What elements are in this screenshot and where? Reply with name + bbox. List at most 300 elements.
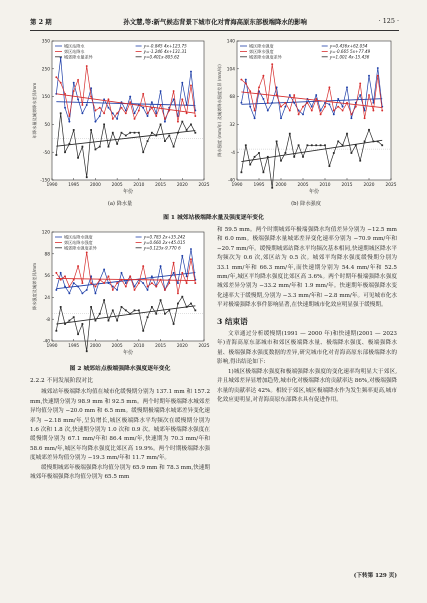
data-point [298, 113, 300, 115]
data-point [173, 272, 175, 274]
data-point [342, 106, 344, 108]
data-point [60, 112, 62, 114]
data-point [151, 282, 153, 284]
data-point [307, 144, 309, 146]
x-tick-label: 1990 [46, 344, 58, 349]
data-point [147, 289, 149, 291]
section-2-2-2-heading: 2.2.2 不同发展阶段对比 [30, 378, 93, 384]
legend-label: 郊区降水强度 [249, 48, 274, 54]
data-point [151, 132, 153, 134]
y-tick-label: 68 [229, 95, 235, 101]
data-point [168, 282, 170, 284]
data-point [55, 289, 57, 291]
data-point [160, 124, 162, 126]
data-point [142, 151, 144, 153]
x-tick-label: 1995 [68, 183, 80, 188]
data-point [147, 140, 149, 142]
trend-equation: y=0.660 2x+45.015 [143, 239, 186, 245]
data-point [112, 289, 114, 291]
data-point [68, 121, 70, 123]
data-point [186, 275, 188, 277]
data-point [302, 156, 304, 158]
data-point [99, 146, 101, 148]
data-point [324, 144, 326, 146]
data-point [276, 140, 278, 142]
data-point [320, 113, 322, 115]
x-tick-label: 2000 [89, 344, 101, 349]
data-point [245, 83, 247, 85]
data-point [346, 133, 348, 135]
data-point [81, 112, 83, 114]
data-point [138, 309, 140, 311]
data-point [147, 316, 149, 318]
data-point [142, 265, 144, 267]
data-point [151, 306, 153, 308]
data-point [364, 117, 366, 119]
data-point [155, 313, 157, 315]
legend-label: 城郊降水强度差异 [64, 245, 97, 251]
data-point [194, 132, 196, 134]
data-point [86, 251, 88, 253]
data-point [364, 140, 366, 142]
data-point [138, 110, 140, 112]
data-point [311, 144, 313, 146]
data-point [108, 98, 110, 100]
data-point [359, 160, 361, 162]
y-tick-label: -40 [227, 178, 235, 184]
data-point [129, 101, 131, 103]
data-point [164, 121, 166, 123]
figure-1-caption: 图 1 城郊站极端降水量及强度逐年变化 [163, 215, 264, 221]
data-point [263, 171, 265, 173]
y-tick-label: 88 [44, 252, 50, 258]
trend-equation: y=-0.845 4x+123.75 [143, 43, 187, 49]
trend-equation: y=-0.665 5x+77.49 [329, 48, 371, 54]
y-axis-label: 降水强度及城郊差异/mm [32, 262, 37, 311]
data-point [381, 110, 383, 112]
legend-label: 城区站降水 [64, 43, 85, 49]
data-point [315, 98, 317, 100]
data-point [121, 272, 123, 274]
data-point [289, 110, 291, 112]
trend-equation: y=0.436x+62.054 [329, 43, 368, 49]
data-point [186, 282, 188, 284]
data-point [194, 309, 196, 311]
data-point [60, 82, 62, 84]
data-point [359, 94, 361, 96]
x-tick-label: 2020 [176, 344, 188, 349]
data-point [381, 144, 383, 146]
x-tick-label: 1995 [68, 344, 80, 349]
data-point [134, 132, 136, 134]
paragraph: 和 59.5 mm。两个时期城郊年极端强降水均值差异分别为 −12.5 mm 和 6.0 mm。极端强降水量城郊差异变化速率分别为 −70.9 mm/年和 −20.7 mm/年。缓慢期城郊站降水平均频次基本相同,快速期城区降水平均频次为 0.6 次,郊区站为 0.5 次。城郊平均降水强度缓慢期分别为 33.1 mm/年和 66.3 mm/年,而快速期分别为 54.4 mm/年和 52.5 mm/年,城区平均降水强度比郊区高 3.6%。两个时期年极端强降水强度城郊差异分别为 −33.2 mm/年和 1.9 mm/年。快速期年极端强降水变化速率大于缓慢期,分别为 −3.3 mm/年和 −2.8 mm/年。可见城市化水平对极端强降水事件影响显著,在快速期城市化效应明显强于缓慢期。 [217, 227, 397, 309]
data-point [77, 79, 79, 81]
x-tick-label: 1990 [231, 183, 243, 188]
data-point [125, 309, 127, 311]
running-title: 孙文慧,等:新气候态背景下城市化对青海高原东部极端降水的影响 [123, 17, 307, 26]
data-point [254, 110, 256, 112]
data-point [160, 299, 162, 301]
x-tick-label: 2010 [319, 183, 331, 188]
data-point [240, 102, 242, 104]
data-point [289, 133, 291, 135]
data-point [333, 152, 335, 154]
data-point [108, 146, 110, 148]
data-point [138, 132, 140, 134]
data-point [350, 113, 352, 115]
data-point [249, 90, 251, 92]
data-point [60, 306, 62, 308]
data-point [164, 140, 166, 142]
x-axis-label: 年份 [122, 350, 134, 356]
data-point [194, 282, 196, 284]
data-point [377, 67, 379, 69]
data-point [289, 94, 291, 96]
data-point [311, 110, 313, 112]
figure-1b-caption: (b) 降水强度 [291, 201, 321, 207]
data-point [108, 320, 110, 322]
data-point [262, 98, 264, 100]
data-point [99, 107, 101, 109]
data-point [258, 86, 260, 88]
x-tick-label: 2000 [275, 183, 287, 188]
data-point [271, 187, 273, 189]
y-tick-label: 350 [41, 39, 50, 45]
data-point [64, 151, 66, 153]
data-point [355, 106, 357, 108]
data-point [368, 129, 370, 131]
data-point [121, 132, 123, 134]
data-point [60, 279, 62, 281]
data-point [90, 282, 92, 284]
figure-1a-chart [30, 35, 210, 200]
data-point [64, 107, 66, 109]
data-point [82, 323, 84, 325]
data-point [103, 124, 105, 126]
data-point [320, 144, 322, 146]
data-point [333, 113, 335, 115]
data-point [99, 313, 101, 315]
data-point [186, 129, 188, 131]
data-point [68, 320, 70, 322]
data-point [147, 112, 149, 114]
data-point [138, 282, 140, 284]
x-tick-label: 2000 [89, 183, 101, 188]
data-point [293, 156, 295, 158]
y-tick-label: -8 [45, 317, 50, 323]
data-point [190, 258, 192, 260]
x-tick-label: 2020 [363, 183, 375, 188]
y-tick-label: 32 [229, 123, 235, 128]
data-point [342, 110, 344, 112]
data-point [254, 156, 256, 158]
data-point [173, 146, 175, 148]
data-point [116, 282, 118, 284]
data-point [267, 102, 269, 104]
data-point [190, 124, 192, 126]
data-point [142, 282, 144, 284]
right-column [217, 226, 397, 405]
legend-label: 城郊降水量差异 [64, 54, 93, 60]
data-point [129, 96, 131, 98]
data-point [164, 289, 166, 291]
data-point [134, 118, 136, 120]
data-point [368, 94, 370, 96]
data-point [155, 115, 157, 117]
data-point [298, 144, 300, 146]
data-point [121, 107, 123, 109]
data-point [160, 265, 162, 267]
x-tick-label: 2005 [297, 183, 309, 188]
data-point [90, 87, 92, 89]
data-point [103, 282, 105, 284]
data-point [112, 112, 114, 114]
data-point [86, 65, 88, 67]
paragraph: 文章通过分析缓慢期(1991 — 2000 年)和快速期(2001 — 2023 年)青海高原东部城市和郊区极端降水量、极端降水强度、极端强降水量、极端强降水强度数据的差异,研究城市化对青海高原东部极端降水的影响,得出结论如下: [217, 331, 397, 366]
data-point [86, 104, 88, 106]
y-tick-label: -40 [42, 339, 50, 345]
data-point [329, 165, 331, 167]
data-point [377, 75, 379, 77]
legend-label: 城郊降水强度差异 [249, 54, 282, 60]
data-point [245, 79, 247, 81]
data-point [94, 286, 96, 288]
continued-note: (下转第 129 页) [353, 573, 397, 579]
data-point [337, 140, 339, 142]
data-point [249, 106, 251, 108]
data-point [151, 101, 153, 103]
data-point [103, 112, 105, 114]
paragraph: 缓慢期城郊年极端强降水均值分别为 65.9 mm 和 78.3 mm,快速期城郊年极端强降水均值分别为 65.5 mm [30, 464, 210, 481]
plot-area [52, 41, 204, 180]
trend-equation: y=0.123x-9.770 6 [143, 245, 181, 251]
data-point [181, 272, 183, 274]
data-point [108, 275, 110, 277]
y-tick-label: 150 [41, 95, 50, 101]
y-tick-label: 104 [226, 67, 235, 73]
data-point [134, 112, 136, 114]
data-point [328, 103, 330, 105]
data-point [280, 160, 282, 162]
data-point [121, 306, 123, 308]
trend-equation: y=-1.246 4x+131.31 [143, 48, 187, 54]
data-point [94, 110, 96, 112]
data-point [333, 110, 335, 112]
data-point [90, 96, 92, 98]
x-tick-label: 2005 [111, 344, 123, 349]
data-point [280, 117, 282, 119]
data-point [186, 112, 188, 114]
data-point [245, 144, 247, 146]
data-point [73, 90, 75, 92]
data-point [280, 106, 282, 108]
data-point [368, 75, 370, 77]
data-point [129, 132, 131, 134]
y-tick-label: 24 [44, 296, 50, 301]
data-point [164, 313, 166, 315]
data-point [68, 286, 70, 288]
data-point [125, 112, 127, 114]
data-point [160, 90, 162, 92]
y-tick-label: 120 [41, 230, 50, 236]
x-axis-label: 年份 [308, 189, 320, 195]
issue-label: 第 2 期 [30, 17, 52, 26]
data-point [190, 303, 192, 305]
data-point [271, 63, 273, 65]
data-point [55, 76, 57, 78]
x-tick-label: 2015 [341, 183, 353, 188]
data-point [81, 282, 83, 284]
data-point [142, 107, 144, 109]
data-point [194, 115, 196, 117]
data-point [103, 269, 105, 271]
data-point [302, 113, 304, 115]
data-point [181, 296, 183, 298]
data-point [267, 110, 269, 112]
data-point [177, 282, 179, 284]
data-point [293, 94, 295, 96]
data-point [116, 143, 118, 145]
data-point [103, 299, 105, 301]
data-point [241, 171, 243, 173]
figure-2-chart [30, 226, 210, 361]
data-point [249, 164, 251, 166]
data-point [190, 85, 192, 87]
data-point [68, 292, 70, 294]
legend-label: 郊区站降水 [64, 48, 85, 54]
data-point [64, 275, 66, 277]
paragraph: 1)城区极端降水强度和极端强降水强度的变化速率均明显大于郊区,并且城郊差异显增加趋势,城市化对极端降水的贡献率达 86%,对极端强降水量的贡献率达 42%。相较于郊区,城区极端降水作为发生频率更高,城市化效应更明显,对青海高原东部降水具有促进作用。 [217, 368, 397, 403]
data-point [55, 154, 57, 156]
data-point [125, 286, 127, 288]
data-point [337, 106, 339, 108]
data-point [346, 86, 348, 88]
data-point [95, 320, 97, 322]
data-point [190, 248, 192, 250]
data-point [116, 320, 118, 322]
legend-label: 城区降水强度 [249, 43, 274, 49]
data-point [315, 144, 317, 146]
x-tick-label: 2020 [176, 183, 188, 188]
data-point [99, 115, 101, 117]
data-point [73, 82, 75, 84]
data-point [73, 282, 75, 284]
data-point [81, 104, 83, 106]
trend-equation: y=0.401x-805.62 [143, 54, 180, 60]
data-point [108, 107, 110, 109]
x-tick-label: 2025 [385, 183, 397, 188]
data-point [112, 309, 114, 311]
data-point [173, 98, 175, 100]
data-point [372, 110, 374, 112]
data-point [134, 309, 136, 311]
data-point [68, 115, 70, 117]
running-header [30, 14, 399, 31]
data-point [125, 135, 127, 137]
x-tick-label: 2015 [155, 183, 167, 188]
data-point [311, 106, 313, 108]
data-point [60, 272, 62, 274]
data-point [81, 292, 83, 294]
data-point [173, 323, 175, 325]
data-point [302, 106, 304, 108]
data-point [254, 117, 256, 119]
data-point [90, 129, 92, 131]
data-point [164, 118, 166, 120]
data-point [77, 157, 79, 159]
y-axis-label: 年降水量及城郊降水差异/mm [32, 82, 37, 139]
data-point [351, 152, 353, 154]
data-point [168, 135, 170, 137]
data-point [55, 330, 57, 332]
data-point [337, 98, 339, 100]
data-point [82, 146, 84, 148]
paragraph: 城郊站年极端降水均值在城市化缓慢期分别为 137.1 mm 和 157.2 mm,快速期分别为 98.9 mm 和 92.5 mm。两个时期年极端降水城郊差异均值分别为 −20.0 mm 和 6.5 mm。缓慢期极端降水城郊差异变化速率为 −2.18 mm/年,呈负增长,城区极端降水平均频次在缓慢期分别为 1.6 次和 1.8 次,快速期分别为 1.0 次和 0.9 次。城郊年极端降水强度在缓慢期分别为 67.1 mm/年和 86.4 mm/年,快速期为 70.3 mm/年和 58.6 mm/年,城区年均降水强度比郊区高 19.9%。两个时期极端降水强度城郊差异均值分别为 −19.3 mm/年和 11.7 mm/年。 [30, 389, 210, 462]
section-3-heading: 3 结束语 [217, 316, 248, 326]
data-point [350, 117, 352, 119]
x-tick-label: 2010 [133, 344, 145, 349]
data-point [129, 275, 131, 277]
data-point [173, 262, 175, 264]
data-point [262, 75, 264, 77]
data-point [86, 176, 88, 178]
y-tick-label: 250 [41, 67, 50, 73]
data-point [55, 272, 57, 274]
data-point [116, 118, 118, 120]
y-tick-label: -4 [230, 150, 235, 156]
legend-label: 郊区站降水强度 [64, 239, 93, 245]
data-point [160, 104, 162, 106]
data-point [151, 275, 153, 277]
data-point [328, 86, 330, 88]
x-tick-label: 2015 [155, 344, 167, 349]
figure-1a-caption: (a) 降水量 [107, 201, 133, 207]
x-tick-label: 2005 [111, 183, 123, 188]
y-axis-label: 降水强度 (mm/年) 及城郊降水强度差异 (mm/年) [217, 64, 222, 157]
trend-equation: y=0.783 2x+35.242 [143, 234, 186, 240]
data-point [155, 286, 157, 288]
trend-equation: y=1.001 4x-15.436 [329, 54, 370, 60]
y-tick-label: 50 [44, 123, 50, 128]
data-point [324, 106, 326, 108]
data-point [77, 265, 79, 267]
data-point [90, 306, 92, 308]
y-tick-label: 56 [44, 274, 50, 280]
data-point [181, 121, 183, 123]
data-point [181, 98, 183, 100]
data-point [125, 282, 127, 284]
data-point [94, 121, 96, 123]
data-point [142, 93, 144, 95]
y-tick-label: -150 [40, 178, 50, 184]
x-tick-label: 1995 [253, 183, 265, 188]
figure-1b-chart [215, 35, 397, 200]
data-point [285, 152, 287, 154]
data-point [142, 330, 144, 332]
data-point [284, 102, 286, 104]
data-point [177, 292, 179, 294]
data-point [134, 289, 136, 291]
data-point [112, 132, 114, 134]
page-number: · 125 · [378, 17, 399, 25]
data-point [190, 71, 192, 73]
data-point [64, 93, 66, 95]
data-point [86, 350, 88, 352]
data-point [177, 121, 179, 123]
data-point [173, 90, 175, 92]
x-tick-label: 2025 [198, 344, 210, 349]
figure-2-caption: 图 2 城郊站点极端强降水强度逐年变化 [69, 366, 171, 372]
